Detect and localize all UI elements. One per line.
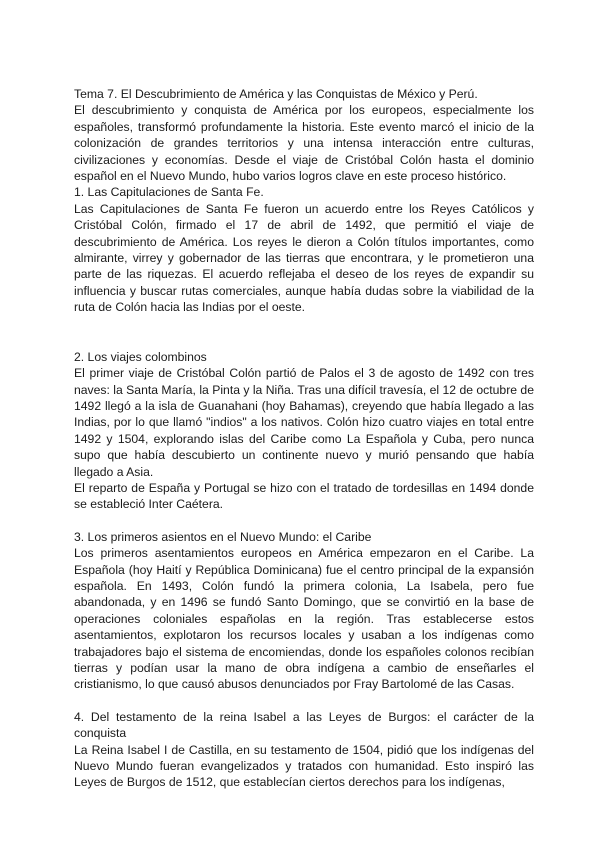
section-paragraph: Las Capitulaciones de Santa Fe fueron un acuerdo entre los Reyes Católicos y Cristóbal Colón, firmado el 17 de abril de 1492, que permitió el viaje de descubrimiento de América. Los reyes le dieron a Colón títulos importantes, como almirante, virrey y gobernador de las tierras que encontrara, y le prometieron una parte de las riquezas. El acuerdo reflejaba el deseo de los reyes de expandir su influencia y buscar rutas comerciales, aunque había dudas sobre la viabilidad de la ruta de Colón hacia las Indias por el oeste. <box>74 201 534 315</box>
paragraph-spacer <box>74 316 534 349</box>
section-heading-viajes: 2. Los viajes colombinos <box>74 349 207 364</box>
document-title: Tema 7. El Descubrimiento de América y las Conquistas de México y Perú. <box>74 87 478 101</box>
paragraph-spacer <box>74 693 534 709</box>
section-heading-testamento: 4. Del testamento de la reina Isabel a las Leyes de Burgos: el carácter de la conquista <box>74 709 534 741</box>
section-paragraph: La Reina Isabel I de Castilla, en su testamento de 1504, pidió que los indígenas del Nuevo Mundo fueran evangelizados y tratados con humanidad. Esto inspiró las Leyes de Burgos de 1512, que establecían ciertos derechos para los indígenas, <box>74 742 534 790</box>
section-heading-caribe: 3. Los primeros asientos en el Nuevo Mundo: el Caribe <box>74 529 372 544</box>
paragraph-spacer <box>74 513 534 529</box>
intro-paragraph: El descubrimiento y conquista de América por los europeos, especialmente los españoles, transformó profundamente la historia. Este evento marcó el inicio de la colonización de grandes territorios y una intensa interacción entre culturas, civilizaciones y economías. Desde el viaje de Cristóbal Colón hasta el dominio español en el Nuevo Mundo, hubo varios logros clave en este proceso histórico. <box>74 103 534 184</box>
section-paragraph: El reparto de España y Portugal se hizo con el tratado de tordesillas en 1494 donde se estableció Inter Caétera. <box>74 480 534 512</box>
document-page <box>74 86 534 791</box>
section-paragraph: Los primeros asentamientos europeos en América empezaron en el Caribe. La Española (hoy Haití y República Dominicana) fue el centro principal de la expansión española. En 1493, Colón fundó la primera colonia, La Isabela, pero fue abandonada, y en 1496 se fundó Santo Domingo, que se convirtió en la base de operaciones coloniales españolas en la región. Tras establecerse estos asentamientos, explotaron los recursos locales y usaban a los indígenas como trabajadores bajo el sistema de encomiendas, donde los españoles colonos recibían tierras y podían usar la mano de obra indígena a cambio de enseñarles el cristianismo, lo que causó abusos denunciados por Fray Bartolomé de las Casas. <box>74 546 534 692</box>
section-heading-capitulaciones: 1. Las Capitulaciones de Santa Fe. <box>74 185 264 200</box>
section-paragraph: El primer viaje de Cristóbal Colón partió de Palos el 3 de agosto de 1492 con tres naves: la Santa María, la Pinta y la Niña. Tras una difícil travesía, el 12 de octubre de 1492 llegó a la isla de Guanahani (hoy Bahamas), creyendo que había llegado a las Indias, por lo que llamó "indios" a los nativos. Colón hizo cuatro viajes en total entre 1492 y 1504, explorando islas del Caribe como La Española y Cuba, pero nunca supo que había descubierto un continente nuevo y murió pensando que había llegado a Asia. <box>74 366 534 479</box>
